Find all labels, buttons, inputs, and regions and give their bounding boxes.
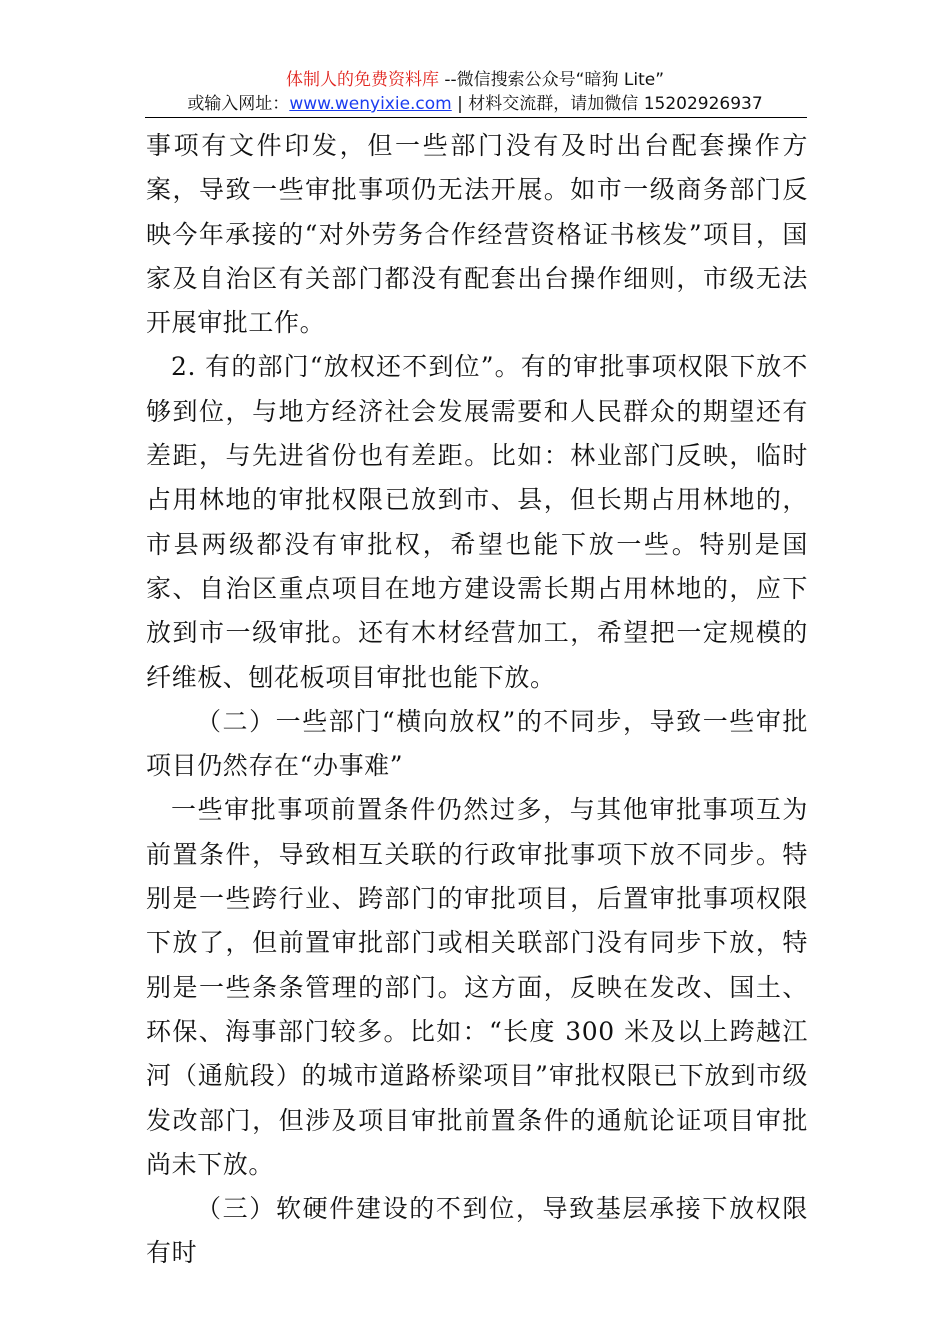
header-separator: | [457,94,463,114]
paragraph-continuation: 事项有文件印发，但一些部门没有及时出台配套操作方案，导致一些审批事项仍无法开展。如市一级商务部门反映今年承接的“对外劳务合作经营资格证书核发”项目，国家及自治区有关部门都没有配套出台操作细则，市级无法开展审批工作。 [146,131,808,338]
page-header [0,68,950,116]
header-divider [145,117,807,118]
brand-title: 体制人的免费资料库 [285,70,439,90]
header-line-1 [0,68,950,92]
section-heading-2: （二）一些部门“横向放权”的不同步，导致一些审批项目仍然存在“办事难” [146,706,808,781]
header-line-2 [0,92,950,116]
paragraph-point-2: 2. 有的部门“放权还不到位”。有的审批事项权限下放不够到位，与地方经济社会发展需要和人民群众的期望还有差距，与先进省份也有差距。比如：林业部门反映，临时占用林地的审批权限已放到市、县，但长期占用林地的，市县两级都没有审批权，希望也能下放一些。特别是国家、自治区重点项目在地方建设需长期占用林地的，应下放到市一级审批。还有木材经营加工，希望把一定规模的纤维板、刨花板项目审批也能下放。 [146,352,808,692]
website-link[interactable]: www.wenyixie.com [289,94,452,114]
document-body [146,124,808,1276]
paragraph-section-2-body: 一些审批事项前置条件仍然过多，与其他审批事项互为前置条件，导致相互关联的行政审批事项下放不同步。特别是一些跨行业、跨部门的审批项目，后置审批事项权限下放了，但前置审批部门或相关联部门没有同步下放，特别是一些条条管理的部门。这方面，反映在发改、国土、环保、海事部门较多。比如：“长度 300 米及以上跨越江河（通航段）的城市道路桥梁项目”审批权限已下放到市级发改部门，但涉及项目审批前置条件的通航论证项目审批尚未下放。 [146,795,808,1179]
section-heading-3: （三）软硬件建设的不到位，导致基层承接下放权限有时 [146,1194,808,1268]
wechat-tagline: --微信搜索公众号“暗狗 Lite” [444,70,664,90]
contact-info: 材料交流群，请加微信 15202926937 [468,94,763,114]
url-prefix: 或输入网址： [187,94,290,114]
